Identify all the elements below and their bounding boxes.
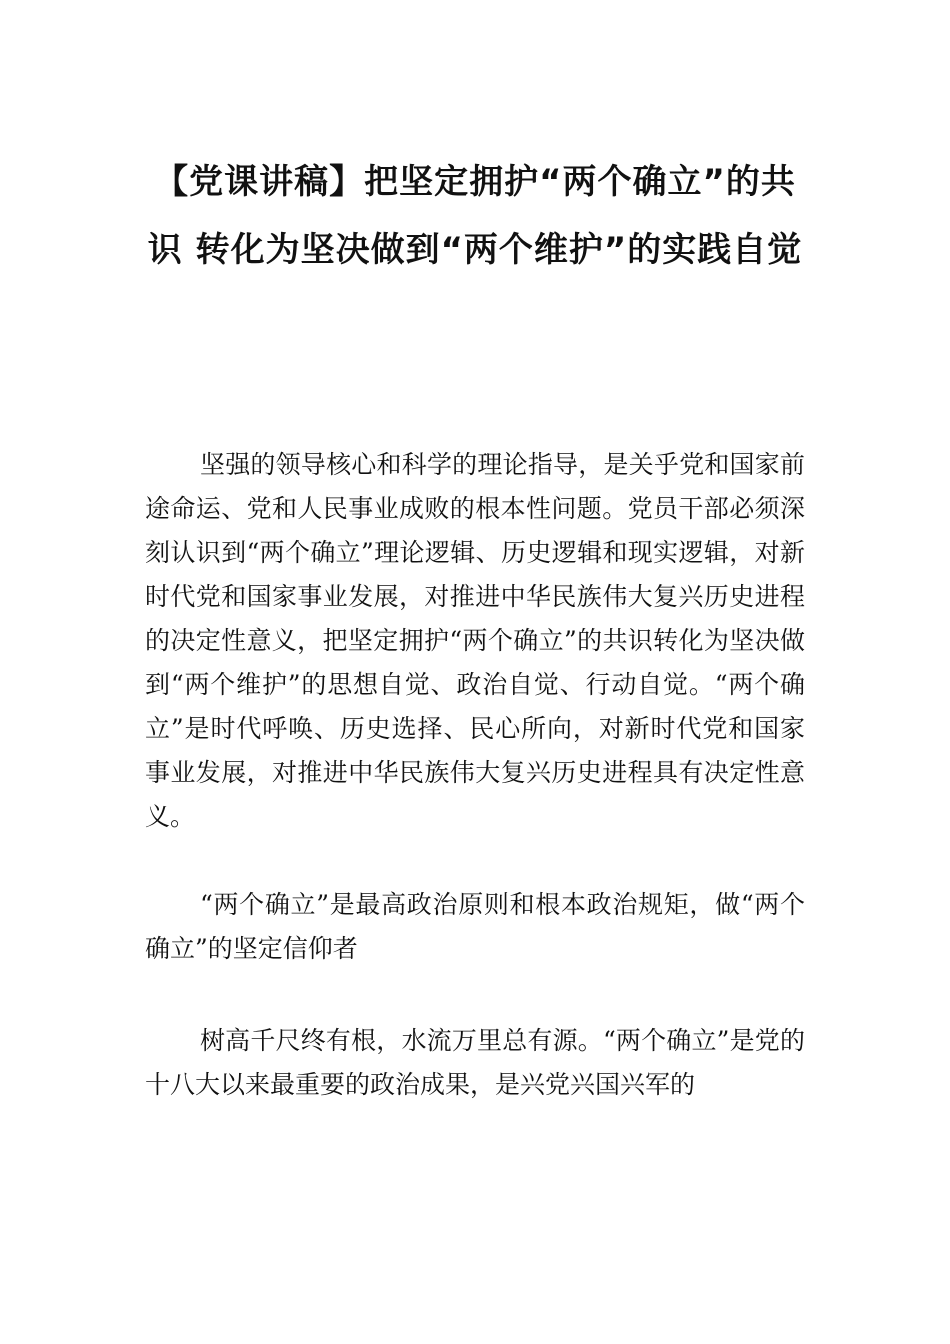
- document-title: 【党课讲稿】把坚定拥护“两个确立”的共识 转化为坚决做到“两个维护”的实践自觉: [147, 162, 803, 270]
- section-heading: “两个确立”是最高政治原则和根本政治规矩，做“两个确立”的坚定信仰者: [145, 890, 805, 963]
- paragraph-intro: 坚强的领导核心和科学的理论指导，是关乎党和国家前途命运、党和人民事业成败的根本性问题。党员干部必须深刻认识到“两个确立”理论逻辑、历史逻辑和现实逻辑，对新时代党和国家事业发展，对推进中华民族伟大复兴历史进程的决定性意义，把坚定拥护“两个确立”的共识转化为坚决做到“两个维护”的思想自觉、政治自觉、行动自觉。“两个确立”是时代呼唤、历史选择、民心所向，对新时代党和国家事业发展，对推进中华民族伟大复兴历史进程具有决定性意义。: [145, 450, 805, 831]
- paragraph-body: 树高千尺终有根，水流万里总有源。“两个确立”是党的十八大以来最重要的政治成果，是兴党兴国兴军的: [145, 1026, 805, 1099]
